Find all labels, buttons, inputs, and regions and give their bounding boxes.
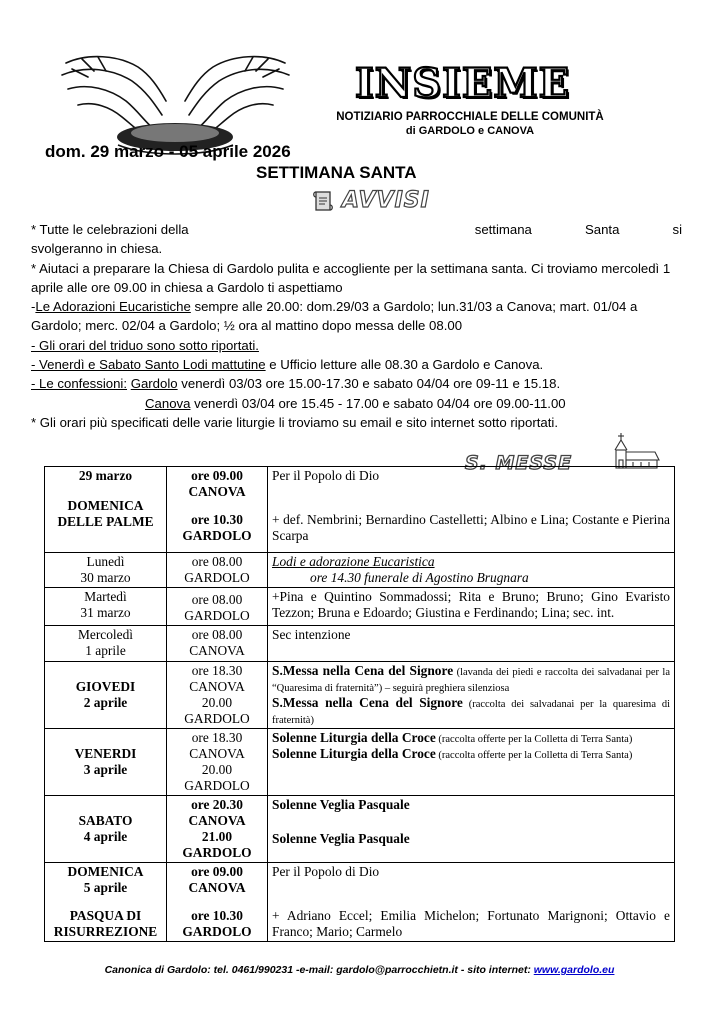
subtitle-line-1: NOTIZIARIO PARROCCHIALE DELLE COMUNITÀ <box>336 111 604 123</box>
notice-2: * Aiutaci a preparare la Chiesa di Gardolo pulita e accogliente per la settimana santa. Ci troviamo mercoledì 1 aprile alle ore 09.00 in chiesa a Gardolo ti aspettiamo <box>31 260 671 295</box>
table-row <box>45 662 675 729</box>
time-cell: ore 08.00 GARDOLO <box>167 553 268 588</box>
website-link[interactable]: www.gardolo.eu <box>533 964 615 976</box>
day-cell: Martedì 31 marzo <box>45 588 167 626</box>
newsletter-subtitle <box>318 110 622 138</box>
time-cell: ore 18.30 CANOVA 20.00 GARDOLO <box>167 729 268 796</box>
day-cell: VENERDI 3 aprile <box>45 729 167 796</box>
table-row <box>45 626 675 662</box>
newsletter-title: INSIEME <box>355 60 571 107</box>
table-row <box>45 553 675 588</box>
subtitle-line-2: di GARDOLO e CANOVA <box>405 125 535 137</box>
day-cell: Mercoledì 1 aprile <box>45 626 167 662</box>
messe-label: S. MESSE <box>465 452 573 474</box>
intention-cell: Per il Popolo di Dio + def. Nembrini; Bernardino Castelletti; Albino e Lina; Costante e Pierina Scarpa <box>268 467 675 553</box>
intention-cell: S.Messa nella Cena del Signore (lavanda dei piedi e raccolta dei salvadanai per la “Quaresima di fraternità”) – seguirà preghiera silenziosa S.Messa nella Cena del Signore (raccolta dei salvadanai per la quaresima di fraternità) <box>268 662 675 729</box>
time-cell: ore 18.30 CANOVA 20.00 GARDOLO <box>167 662 268 729</box>
scroll-icon <box>310 188 336 214</box>
notice-5: - Venerdì e Sabato Santo Lodi mattutine e Ufficio letture alle 08.30 a Gardolo e Canova. <box>31 357 544 373</box>
notice-3: -Le Adorazioni Eucaristiche sempre alle 20.00: dom.29/03 a Gardolo; lun.31/03 a Canova; mart. 01/04 a Gardolo; merc. 02/04 a Gardolo; ½ ora al mattino dopo messa delle 08.00 <box>31 299 638 334</box>
time-cell: ore 09.00 CANOVA ore 10.30 GARDOLO <box>167 467 268 553</box>
notice-1-line-2: svolgeranno in chiesa. <box>31 241 163 257</box>
table-row <box>45 588 675 626</box>
mass-schedule-table <box>44 466 675 942</box>
table-row <box>45 863 675 942</box>
time-cell: ore 09.00 CANOVA ore 10.30 GARDOLO <box>167 863 268 942</box>
time-cell: ore 08.00 CANOVA <box>167 626 268 662</box>
intention-cell: Sec intenzione <box>268 626 675 662</box>
avvisi-banner <box>302 188 430 214</box>
week-title: SETTIMANA SANTA <box>256 163 417 182</box>
table-row <box>45 796 675 863</box>
intention-cell: Per il Popolo di Dio + Adriano Eccel; Emilia Michelon; Fortunato Marignoni; Ottavio e Franco; Mario; Carmelo <box>268 863 675 942</box>
notice-7: Canova venerdì 03/04 ore 15.45 - 17.00 e sabato 04/04 ore 09.00-11.00 <box>145 395 566 411</box>
time-cell: ore 20.30 CANOVA 21.00 GARDOLO <box>167 796 268 863</box>
intention-cell: Solenne Veglia Pasquale Solenne Veglia Pasquale <box>268 796 675 863</box>
intention-cell: +Pina e Quintino Sommadossi; Rita e Bruno; Bruno; Gino Evaristo Tezzon; Bruna e Edoardo; Giustina e Ferdinando; Lina; sec. int. <box>268 588 675 626</box>
day-cell: DOMENICA 5 aprile PASQUA DI RISURREZIONE <box>45 863 167 942</box>
day-cell: Lunedì 30 marzo <box>45 553 167 588</box>
date-range: dom. 29 marzo - 05 aprile 2026 <box>45 142 291 161</box>
notices <box>31 220 682 432</box>
time-cell: ore 08.00 GARDOLO <box>167 588 268 626</box>
day-cell: GIOVEDI 2 aprile <box>45 662 167 729</box>
notice-1-line-1: * Tutte le celebrazioni della settimana Santa si <box>31 222 682 237</box>
intention-cell: Lodi e adorazione Eucaristica ore 14.30 funerale di Agostino Brugnara <box>268 553 675 588</box>
notice-4: - Gli orari del triduo sono sotto riportati. <box>31 337 259 353</box>
day-cell: 29 marzo DOMENICA DELLE PALME <box>45 467 167 553</box>
day-cell: SABATO 4 aprile <box>45 796 167 863</box>
avvisi-label: AVVISI <box>342 188 430 213</box>
table-row <box>45 729 675 796</box>
intention-cell: Solenne Liturgia della Croce (raccolta offerte per la Colletta di Terra Santa) Solenne Liturgia della Croce (raccolta offerte per la Colletta di Terra Santa) <box>268 729 675 796</box>
notice-8: * Gli orari più specificati delle varie liturgie li troviamo su email e sito internet sotto riportati. <box>31 414 558 430</box>
notice-6: - Le confessioni: Gardolo venerdì 03/03 ore 15.00-17.30 e sabato 04/04 ore 09-11 e 15.18. <box>31 376 561 392</box>
table-row <box>45 467 675 553</box>
footer-contacts: Canonica di Gardolo: tel. 0461/990231 -e-mail: gardolo@parrocchietn.it - sito internet: www.gardolo.eu <box>104 964 615 976</box>
